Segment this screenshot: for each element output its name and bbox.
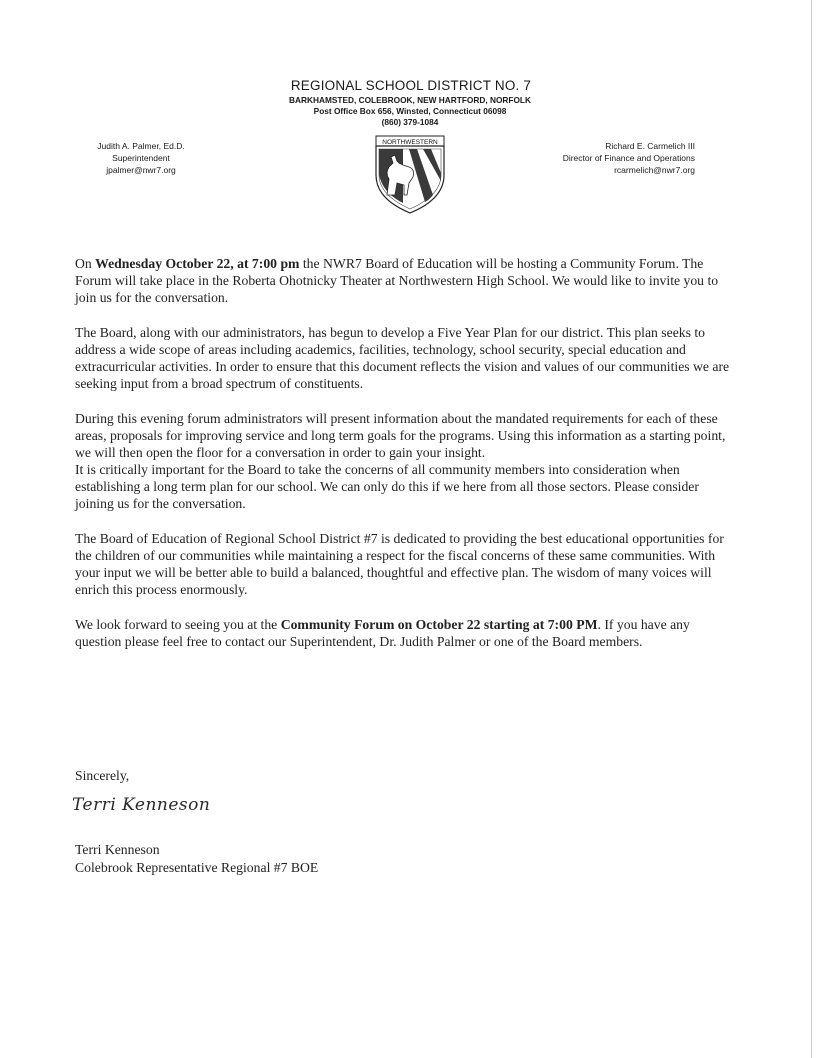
page-edge-line: [811, 0, 812, 1058]
signer-name: Terri Kenneson: [75, 842, 160, 857]
handwritten-signature: Terri Kenneson: [72, 795, 211, 815]
finance-director-name: Richard E. Carmelich III: [605, 141, 695, 151]
forum-details-highlight: Community Forum on October 22 starting at 7:00 PM: [280, 617, 598, 632]
paragraph-invitation: On Wednesday October 22, at 7:00 pm the NWR7 Board of Education will be hosting a Community Forum. The Forum will take place in the Roberta Ohotnicky Theater at Northwestern High School. We would like to invite you to join us for the conversation.: [75, 256, 719, 305]
district-name: REGIONAL SCHOOL DISTRICT NO. 7: [290, 78, 532, 93]
crest-banner-text: NORTHWESTERN: [382, 139, 438, 146]
event-date-highlight: Wednesday October 22, at 7:00 pm: [95, 256, 300, 271]
salutation: Sincerely,: [75, 768, 130, 783]
school-crest-logo: [369, 133, 451, 215]
paragraph-forum-agenda: During this evening forum administrators will present information about the mandated requirements for each of these areas, proposals for improving service and long term goals for the programs. Using this information as a starting point, we will then open the floor for a conversation in order to gain your insight.: [75, 411, 726, 460]
finance-director-title: Director of Finance and Operations: [562, 153, 695, 163]
letterhead: [0, 78, 818, 128]
paragraph-board-mission: The Board of Education of Regional School District #7 is dedicated to providing the best educational opportunities for the children of our communities while maintaining a respect for the fiscal concerns of these same communities. With your input we will be better able to build a balanced, thoughtful and effective plan. The wisdom of many voices will enrich this process enormously.: [75, 531, 724, 597]
district-address: Post Office Box 656, Winsted, Connecticut 06098: [313, 106, 507, 116]
superintendent-email: jpalmer@nwr7.org: [106, 165, 176, 175]
letter-body: [75, 255, 735, 668]
district-towns: BARKHAMSTED, COLEBROOK, NEW HARTFORD, NORFOLK: [289, 95, 531, 105]
paragraph-five-year-plan: The Board, along with our administrators, has begun to develop a Five Year Plan for our district. This plan seeks to address a wide scope of areas including academics, facilities, technology, school security, special education and extracurricular activities. In order to ensure that this document reflects the vision and values of our communities we are seeking input from a broad spectrum of constituents.: [75, 325, 730, 391]
superintendent-name: Judith A. Palmer, Ed.D.: [97, 141, 185, 151]
signer-title: Colebrook Representative Regional #7 BOE: [75, 860, 319, 875]
paragraph-closing-invite: We look forward to seeing you at the Community Forum on October 22 starting at 7:00 PM. If you have any question please feel free to contact our Superintendent, Dr. Judith Palmer or one of the Board members.: [75, 617, 690, 649]
finance-director-email: rcarmelich@nwr7.org: [614, 165, 695, 175]
signer-block: [75, 841, 318, 877]
paragraph-community-concerns: It is critically important for the Board to take the concerns of all community members into consideration when establishing a long term plan for our school. We can only do this if we here from all those sectors. Please consider joining us for the conversation.: [75, 462, 699, 511]
superintendent-contact: [86, 140, 196, 176]
district-phone: (860) 379-1084: [381, 117, 439, 127]
finance-director-contact: [540, 140, 695, 176]
superintendent-title: Superintendent: [112, 153, 170, 163]
